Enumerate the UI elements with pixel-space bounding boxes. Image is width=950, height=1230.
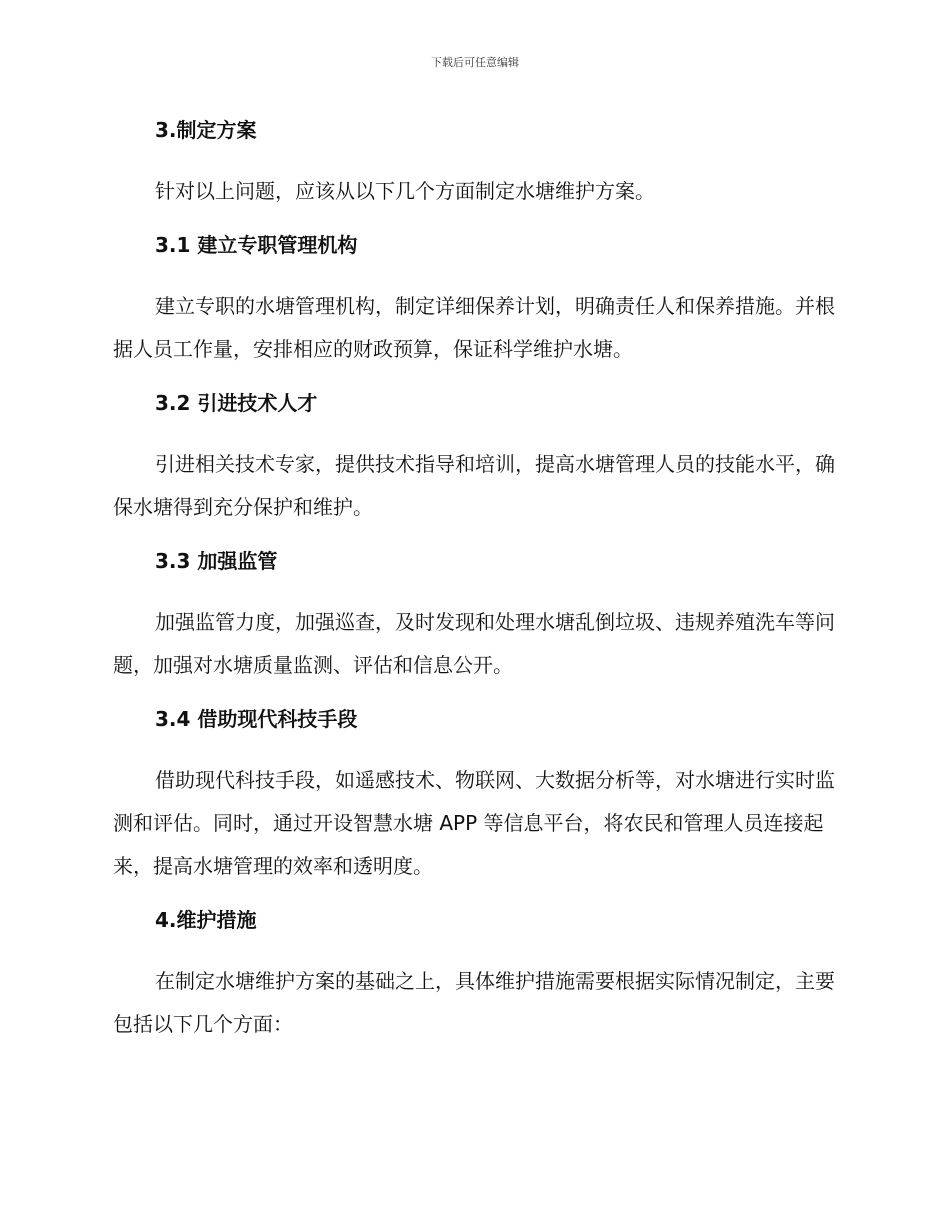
section-paragraph: 建立专职的水塘管理机构，制定详细保养计划，明确责任人和保养措施。并根据人员工作量，安排相应的财政预算，保证科学维护水塘。	[113, 294, 835, 361]
section-paragraph: 引进相关技术专家，提供技术指导和培训，提高水塘管理人员的技能水平，确保水塘得到充分保护和维护。	[113, 452, 835, 519]
section-heading: 3.制定方案	[155, 118, 257, 142]
section-heading: 3.1 建立专职管理机构	[155, 233, 358, 257]
section-paragraph: 借助现代科技手段，如遥感技术、物联网、大数据分析等，对水塘进行实时监测和评估。同时，通过开设智慧水塘 APP 等信息平台，将农民和管理人员连接起来，提高水塘管理的效率和透明度。	[113, 768, 835, 878]
section-heading: 3.2 引进技术人才	[155, 391, 318, 415]
section-paragraph: 针对以上问题，应该从以下几个方面制定水塘维护方案。	[155, 179, 655, 203]
section-heading: 3.3 加强监管	[155, 549, 278, 573]
page-header: 下载后可任意编辑	[431, 56, 519, 69]
section-heading: 4.维护措施	[155, 908, 257, 932]
document-body	[113, 110, 838, 1058]
section-paragraph: 加强监管力度，加强巡查，及时发现和处理水塘乱倒垃圾、违规养殖洗车等问题，加强对水塘质量监测、评估和信息公开。	[113, 610, 835, 677]
section-paragraph: 在制定水塘维护方案的基础之上，具体维护措施需要根据实际情况制定，主要包括以下几个方面：	[113, 969, 835, 1036]
section-heading: 3.4 借助现代科技手段	[155, 707, 358, 731]
